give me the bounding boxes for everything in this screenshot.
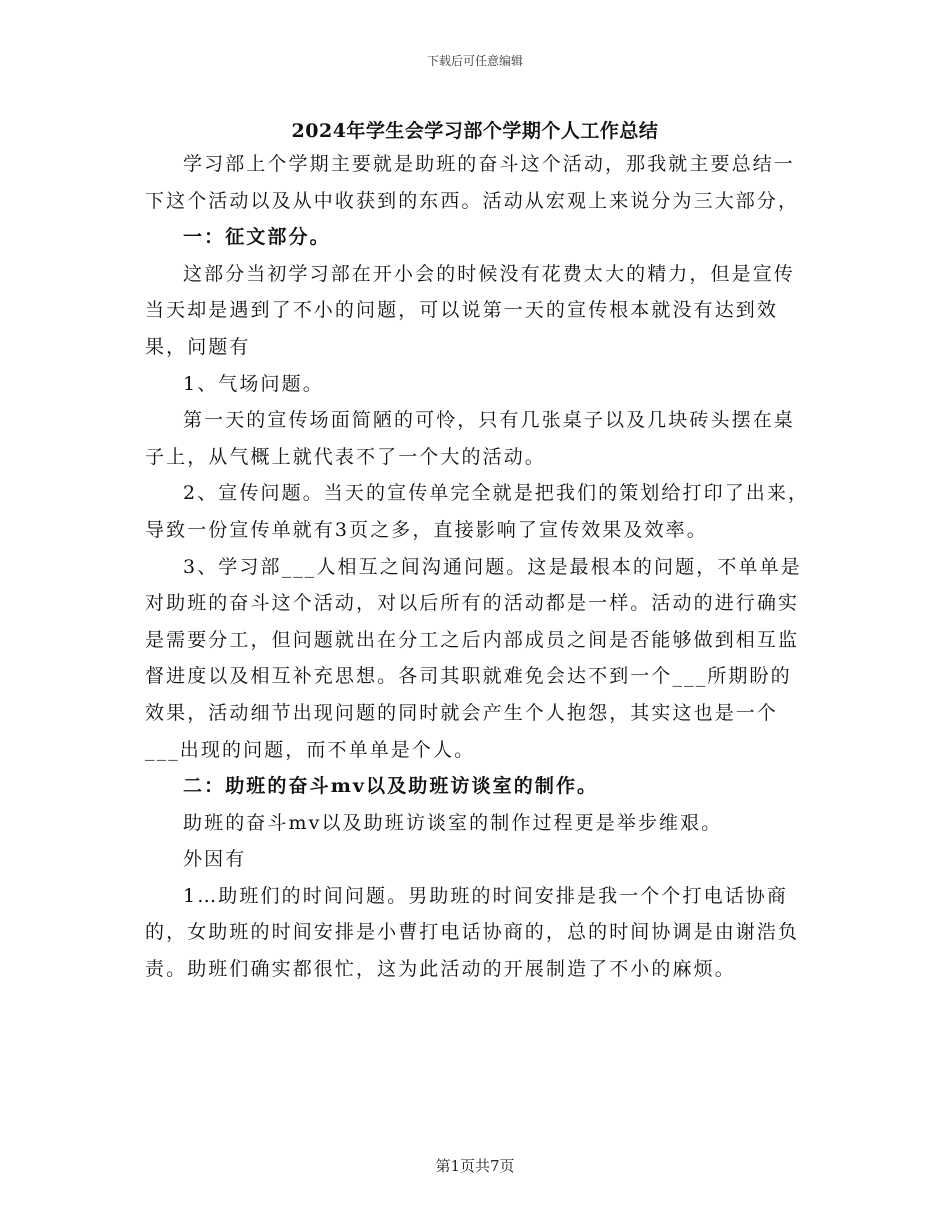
paragraph: 1、气场问题。 xyxy=(183,372,324,395)
section-heading-1: 一：征文部分。 xyxy=(183,226,331,249)
document-body xyxy=(145,146,810,988)
paragraph: 第一天的宣传场面简陋的可怜，只有几张桌子以及几块砖头摆在桌子上，从气概上就代表不了一个大的活动。 xyxy=(145,409,795,468)
paragraph: 3、学习部___人相互之间沟通问题。这是最根本的问题，不单单是对助班的奋斗这个活动，对以后所有的活动都是一样。活动的进行确实是需要分工，但问题就出在分工之后内部成员之间是否能够做到相互监督进度以及相互补充思想。各司其职就难免会达不到一个___所期盼的效果，活动细节出现问题的同时就会产生个人抱怨，其实这也是一个___出现的问题，而不单单是个人。 xyxy=(145,555,802,761)
page-header-note: 下载后可任意编辑 xyxy=(426,54,523,68)
page-number-footer: 第1页共7页 xyxy=(435,1157,515,1175)
paragraph-intro: 学习部上个学期主要就是助班的奋斗这个活动，那我就主要总结一下这个活动以及从中收获到的东西。活动从宏观上来说分为三大部分， xyxy=(145,153,800,212)
paragraph: 1…助班们的时间问题。男助班的时间安排是我一个个打电话协商的，女助班的时间安排是小曹打电话协商的，总的时间协调是由谢浩负责。助班们确实都很忙，这为此活动的开展制造了不小的麻烦。 xyxy=(145,884,800,981)
paragraph: 2、宣传问题。当天的宣传单完全就是把我们的策划给打印了出来，导致一份宣传单就有3页之多，直接影响了宣传效果及效率。 xyxy=(145,482,810,541)
paragraph: 外因有 xyxy=(183,848,247,871)
section-heading-2: 二：助班的奋斗mv以及助班访谈室的制作。 xyxy=(183,775,599,798)
paragraph: 这部分当初学习部在开小会的时候没有花费太大的精力，但是宣传当天却是遇到了不小的问题，可以说第一天的宣传根本就没有达到效果，问题有 xyxy=(145,262,795,358)
document-title: 2024年学生会学习部个学期个人工作总结 xyxy=(291,120,659,142)
paragraph: 助班的奋斗mv以及助班访谈室的制作过程更是举步维艰。 xyxy=(183,811,723,834)
